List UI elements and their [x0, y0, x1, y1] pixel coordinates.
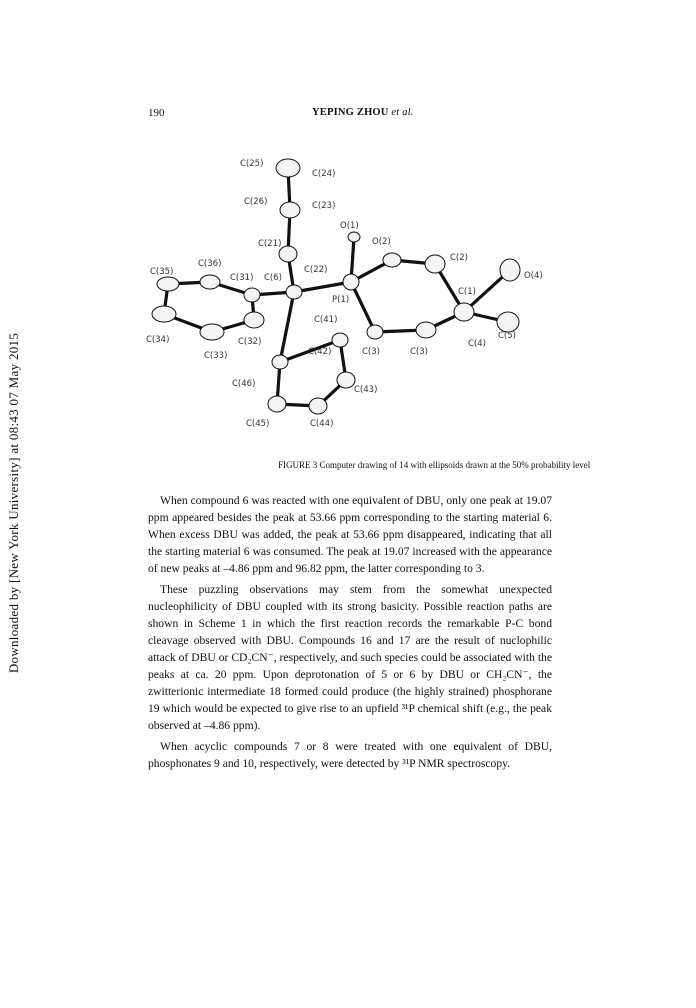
atom-label: C(3) [410, 347, 428, 357]
atom-label: C(44) [310, 419, 334, 429]
atom-label: C(4) [468, 339, 486, 349]
atom-label: C(2) [450, 253, 468, 263]
atom-label: C(36) [198, 259, 222, 269]
atom-label: C(23) [312, 201, 336, 211]
atom-label: C(25) [240, 159, 264, 169]
atom-label: C(1) [458, 287, 476, 297]
atom-label: O(1) [340, 221, 359, 231]
running-head-etal: et al. [391, 107, 414, 118]
running-head-author: YEPING ZHOU [312, 107, 389, 118]
atom-label: C(41) [314, 315, 338, 325]
atom-label: O(2) [372, 237, 391, 247]
atom-label: C(6) [264, 273, 282, 283]
atom-label: C(33) [204, 351, 228, 361]
download-watermark-text: Downloaded by [New York University] at 08:43 07 May 2015 [6, 332, 21, 674]
atom-label: C(5) [498, 331, 516, 341]
paragraph: When acyclic compounds 7 or 8 were treated with one equivalent of DBU, phosphonates 9 and 10, respectively, were detected by ³¹P NMR spectroscopy. [148, 740, 552, 770]
atom-label: C(42) [308, 347, 332, 357]
atom-label: C(26) [244, 197, 268, 207]
atom-label: C(46) [232, 379, 256, 389]
atom-label: O(4) [524, 271, 543, 281]
page-number: 190 [148, 107, 165, 119]
ortep-figure [140, 142, 560, 434]
atom-label: P(1) [332, 295, 350, 305]
atom-label: C(31) [230, 273, 254, 283]
atom-label: C(32) [238, 337, 262, 347]
running-head [312, 107, 414, 118]
atom-label: C(35) [150, 267, 174, 277]
ortep-drawing [140, 142, 560, 434]
figure-caption: FIGURE 3 Computer drawing of 14 with ellipsoids drawn at the 50% probability level [278, 460, 591, 470]
atom-label: C(22) [304, 265, 328, 275]
atom-label: C(3) [362, 347, 380, 357]
paragraph: When compound 6 was reacted with one equivalent of DBU, only one peak at 19.07 ppm appeared besides the peak at 53.66 ppm corresponding to the starting material 6. When excess DBU was added, the peak at 53.66 ppm disappeared, indicating that all the starting material 6 was consumed. The peak at 19.07 increased with the appearance of new peaks at –4.86 ppm and 96.82 ppm, the latter corresponding to 3. [148, 494, 552, 575]
paragraph: These puzzling observations may stem from the somewhat unexpected nucleophilicity of DBU coupled with its strong basicity. Possible reaction paths are shown in Scheme 1 in which the first reaction records the remarkable P-C bond cleavage observed with DBU. Compounds 16 and 17 are the result of nuclophilic attack of DBU or CD₂CN⁻, respectively, and such species could be associated with the peaks at ca. 20 ppm. Upon deprotonation of 5 or 6 by DBU or CH₂CN⁻, the zwitterionic intermediate 18 formed could produce (the highly strained) phosphorane 19 which would be expected to give rise to an upfield ³¹P chemical shift (e.g., the peak observed at –4.86 ppm). [148, 583, 552, 732]
atom-label: C(24) [312, 169, 336, 179]
body-text [148, 492, 552, 776]
download-watermark [4, 318, 24, 688]
atom-label: C(34) [146, 335, 170, 345]
atom-label: C(21) [258, 239, 282, 249]
atom-label: C(45) [246, 419, 270, 429]
atom-label: C(43) [354, 385, 378, 395]
